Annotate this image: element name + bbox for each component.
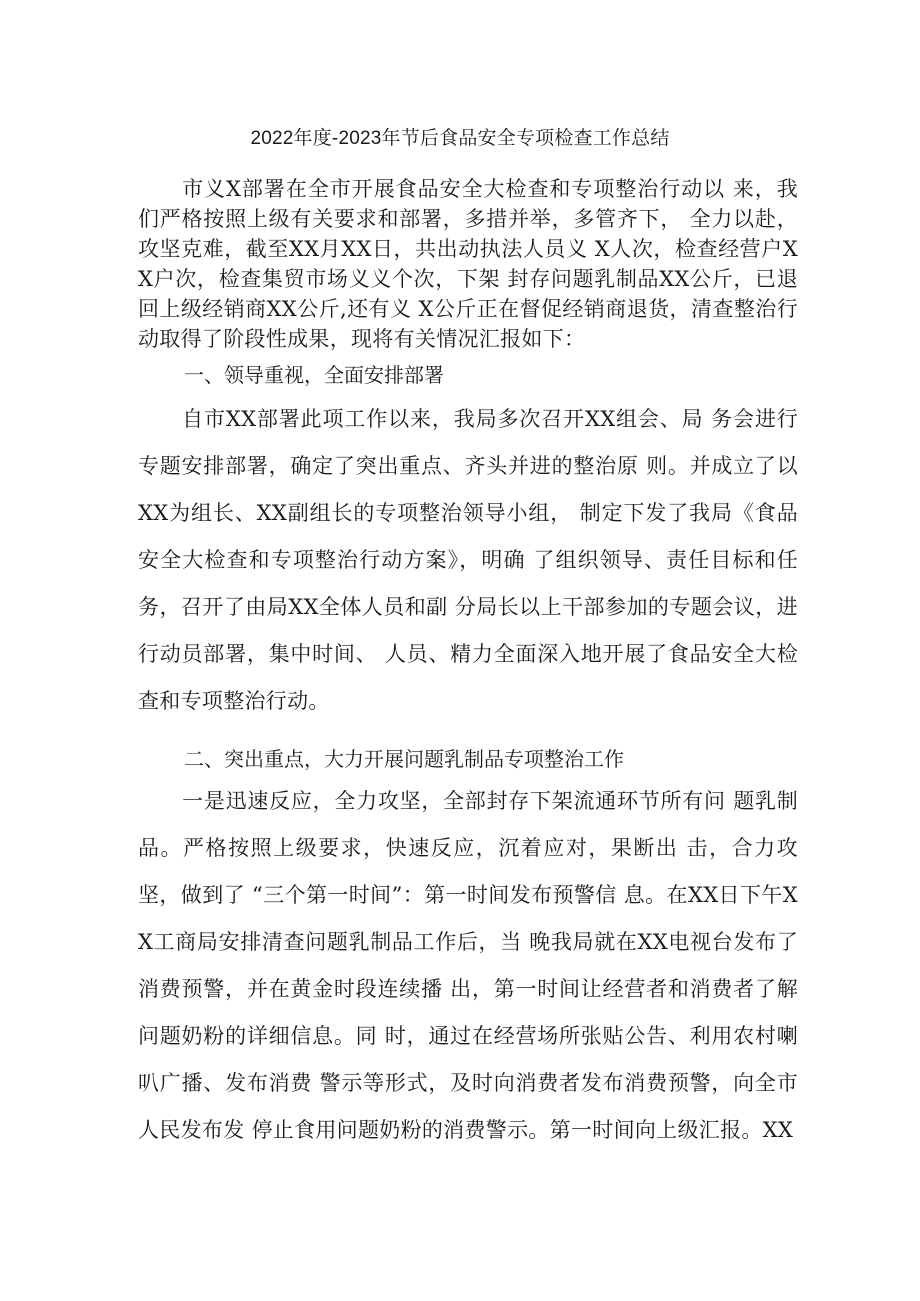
section-paragraph-1: 自市XX部署此项工作以来，我局多次召开XX组会、局 务会进行专题安排部署，确定了突出重点、齐头并进的整治原 则。并成立了以XX为组长、XX副组长的专项整治领导小组， 制定下发了我局《食品安全大检查和专项整治行动方案》，明确 了组织领导、责任目标和任务，召开了由局XX全体人员和副 分局长以上干部参加的专题会议，进行动员部署，集中时间、 人员、精力全面深入地开展了食品安全大检查和专项整治行动。 [138, 407, 798, 713]
document-title: 2022年度-2023年节后食品安全专项检查工作总结 [250, 128, 670, 149]
section-heading-2: 二、突出重点，大力开展问题乳制品专项整治工作 [184, 747, 624, 771]
intro-paragraph: 市义X部署在全市开展食品安全大检查和专项整治行动以 来，我们严格按照上级有关要求和部署，多措并举，多管齐下， 全力以赴，攻坚克难，截至XX月XX日，共出动执法人员义 X人次，检查经营户XX户次，检查集贸市场义义个次，下架 封存问题乳制品XX公斤，已退回上级经销商XX公斤,还有义 X公斤正在督促经销商退货，清查整治行动取得了阶段性成果，现将有关情况汇报如下： [138, 177, 798, 351]
section-heading-1: 一、领导重视，全面安排部署 [184, 363, 444, 387]
section-paragraph-2: 一是迅速反应，全力攻坚，全部封存下架流通环节所有问 题乳制品。严格按照上级要求，快速反应，沉着应对，果断出 击，合力攻坚，做到了 “三个第一时间”：第一时间发布预警信 息。在XX日下午XX工商局安排清查问题乳制品工作后，当 晚我局就在XX电视台发布了消费预警，并在黄金时段连续播 出，第一时间让经营者和消费者了解问题奶粉的详细信息。同 时，通过在经营场所张贴公告、利用农村喇叭广播、发布消费 警示等形式，及时向消费者发布消费预警，向全市人民发布发 停止食用问题奶粉的消费警示。第一时间向上级汇报。XX [138, 789, 798, 1142]
